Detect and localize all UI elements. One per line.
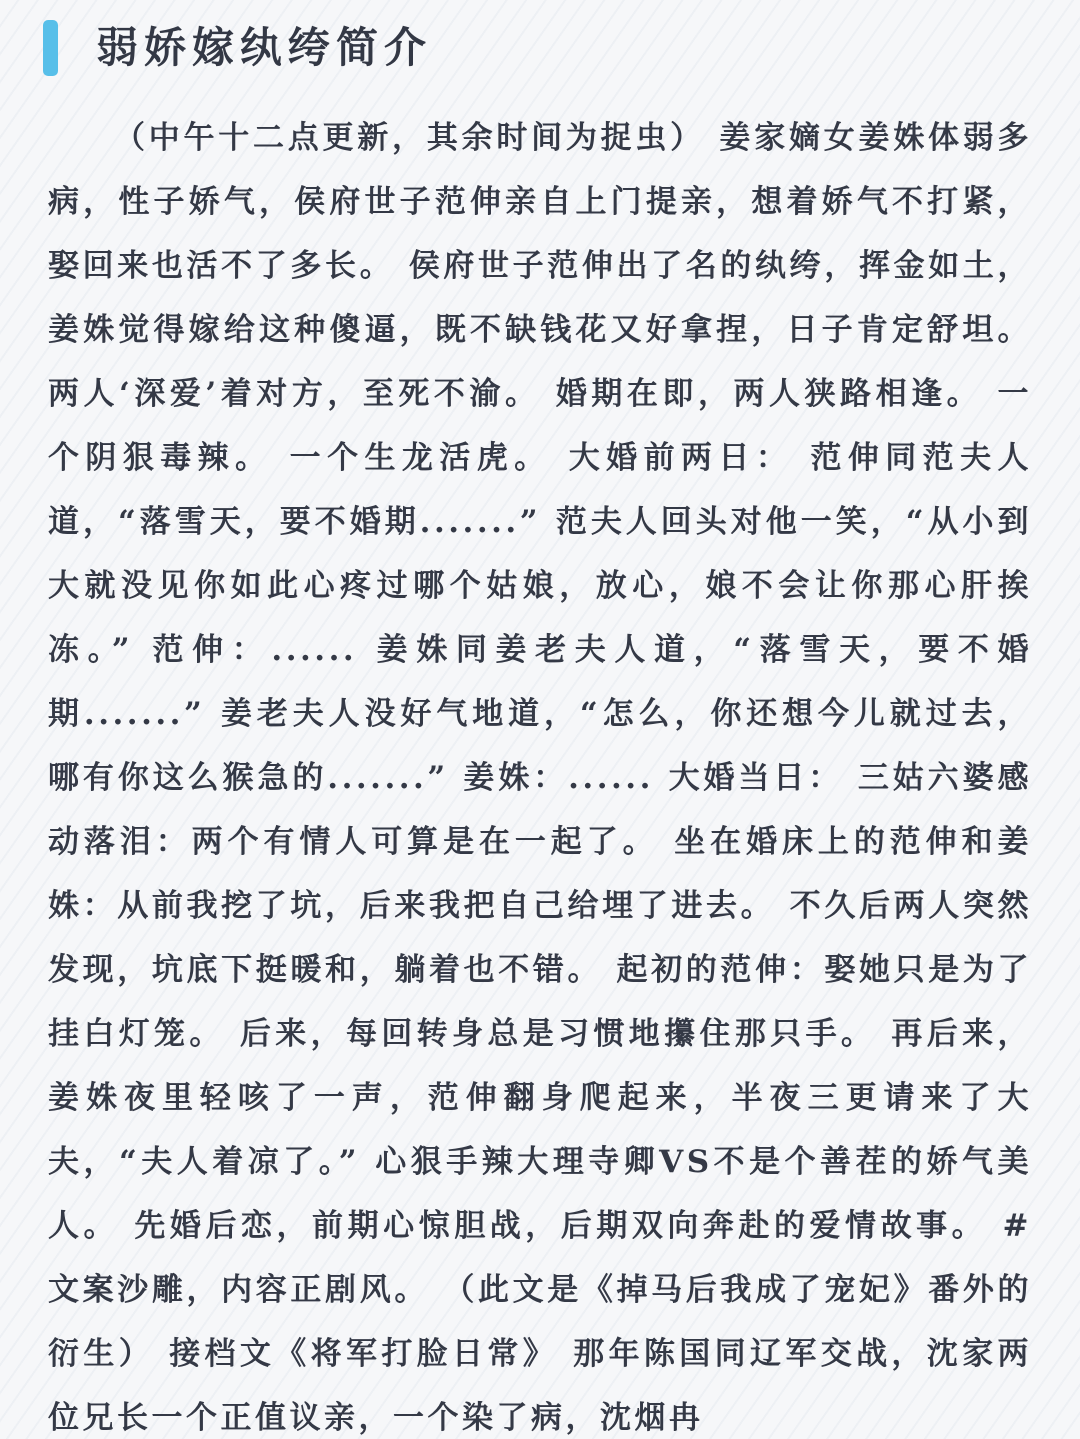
- title-accent-bar: [43, 20, 58, 76]
- header: [0, 0, 1080, 100]
- synopsis-paragraph: （中午十二点更新，其余时间为捉虫） 姜家嫡女姜姝体弱多病，性子娇气，侯府世子范伸亲自上门提亲，想着娇气不打紧，娶回来也活不了多长。 侯府世子范伸出了名的纨绔，挥金如土，姜姝觉得嫁给这种傻逼，既不缺钱花又好拿捏，日子肯定舒坦。 两人‘深爱’着对方，至死不渝。 婚期在即，两人狭路相逢。 一个阴狠毒辣。 一个生龙活虎。 大婚前两日： 范伸同范夫人道，“落雪天，要不婚期.......” 范夫人回头对他一笑，“从小到大就没见你如此心疼过哪个姑娘，放心，娘不会让你那心肝挨冻。” 范伸：...... 姜姝同姜老夫人道，“落雪天，要不婚期.......” 姜老夫人没好气地道，“怎么，你还想今儿就过去，哪有你这么猴急的.......” 姜姝：...... 大婚当日： 三姑六婆感动落泪：两个有情人可算是在一起了。 坐在婚床上的范伸和姜姝：从前我挖了坑，后来我把自己给埋了进去。 不久后两人突然发现，坑底下挺暖和，躺着也不错。 起初的范伸：娶她只是为了挂白灯笼。 后来，每回转身总是习惯地攥住那只手。 再后来，姜姝夜里轻咳了一声，范伸翻身爬起来，半夜三更请来了大夫，“夫人着凉了。” 心狠手辣大理寺卿VS不是个善茬的娇气美人。 先婚后恋，前期心惊胆战，后期双向奔赴的爱情故事。 #文案沙雕，内容正剧风。 （此文是《掉马后我成了宠妃》番外的衍生） 接档文《将军打脸日常》 那年陈国同辽军交战，沈家两位兄长一个正值议亲，一个染了病，沈烟冉: [48, 120, 1032, 1436]
- page-title: 弱娇嫁纨绔简介: [96, 23, 433, 72]
